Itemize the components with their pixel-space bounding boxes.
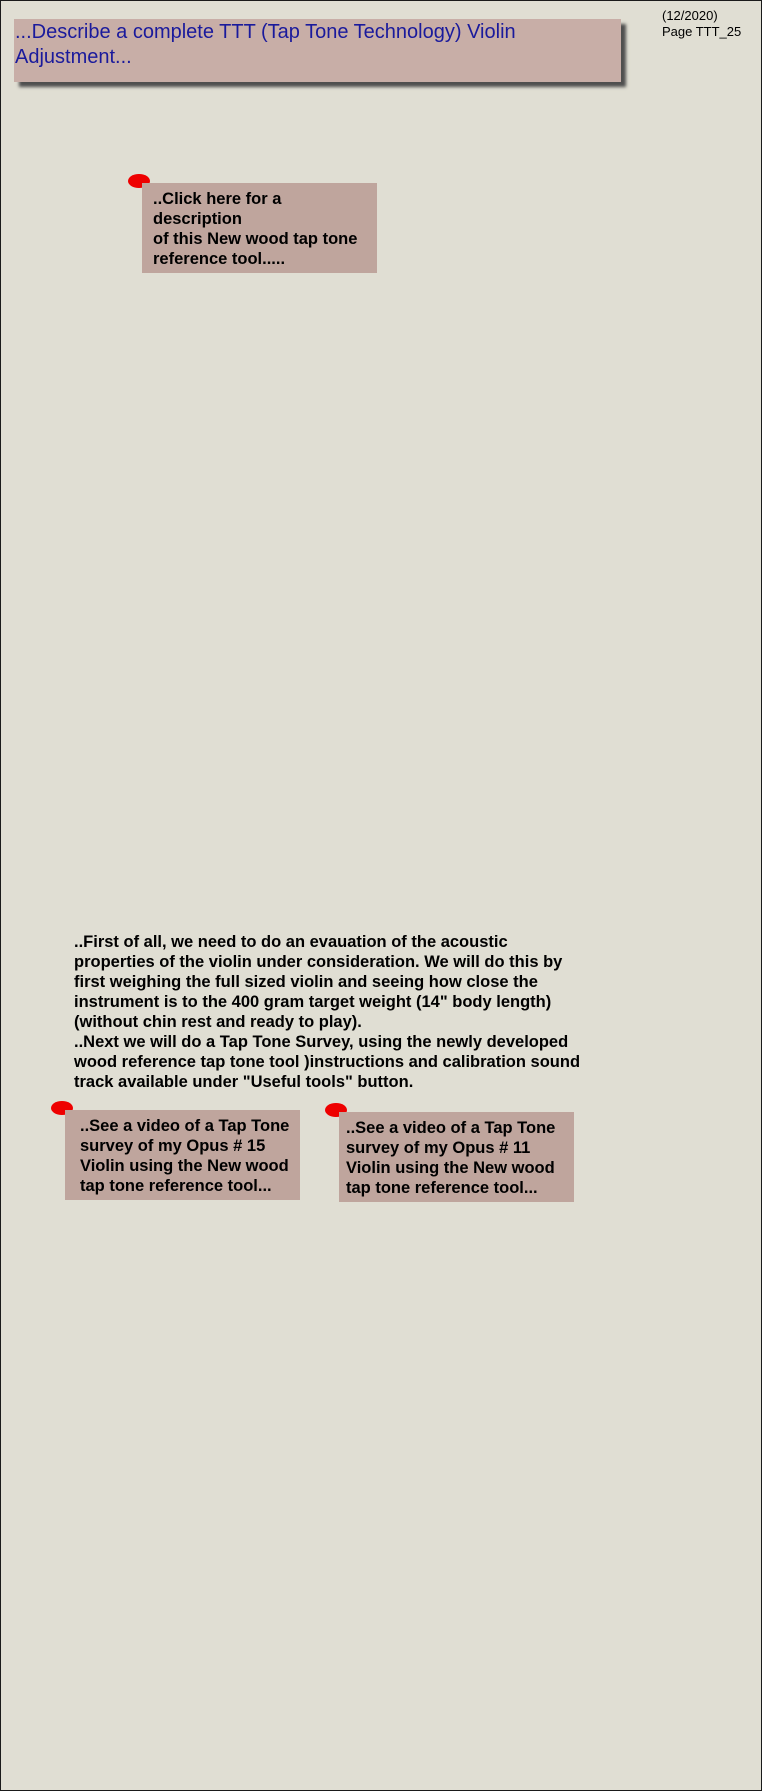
description-link-button[interactable] — [142, 183, 377, 273]
main-paragraph — [74, 932, 594, 1092]
main-paragraph-line: ..First of all, we need to do an evauation of the acoustic — [74, 933, 508, 951]
video-opus-11-line-3: Violin using the New wood — [346, 1159, 555, 1177]
page-meta — [662, 8, 741, 40]
video-opus-15-line-2: survey of my Opus # 15 — [80, 1137, 266, 1155]
page-number: Page TTT_25 — [662, 24, 742, 39]
main-paragraph-line: ..Next we will do a Tap Tone Survey, using the newly developed — [74, 1033, 569, 1051]
video-opus-15-link-button[interactable] — [65, 1110, 300, 1200]
main-paragraph-line: first weighing the full sized violin and seeing how close the — [74, 973, 538, 991]
description-link-line-1: ..Click here for a description — [153, 190, 282, 228]
main-paragraph-line: properties of the violin under consideration. We will do this by — [74, 953, 563, 971]
video-opus-15-line-4: tap tone reference tool... — [80, 1177, 272, 1195]
title-banner — [14, 19, 621, 82]
video-opus-11-line-1: ..See a video of a Tap Tone — [346, 1119, 556, 1137]
page-title-line-1: ...Describe a complete TTT (Tap Tone Technology) Violin — [15, 21, 516, 43]
video-opus-15-line-3: Violin using the New wood — [80, 1157, 289, 1175]
page-date: (12/2020) — [662, 8, 718, 23]
main-paragraph-line: instrument is to the 400 gram target weight (14" body length) — [74, 993, 552, 1011]
video-opus-11-line-4: tap tone reference tool... — [346, 1179, 538, 1197]
description-link-line-3: reference tool..... — [153, 250, 286, 268]
page-title — [15, 20, 615, 70]
video-opus-11-link-button[interactable] — [339, 1112, 574, 1202]
main-paragraph-line: track available under "Useful tools" button. — [74, 1073, 414, 1091]
video-opus-11-line-2: survey of my Opus # 11 — [346, 1139, 531, 1157]
main-paragraph-line: (without chin rest and ready to play). — [74, 1013, 362, 1031]
description-link-line-2: of this New wood tap tone — [153, 230, 358, 248]
main-paragraph-line: wood reference tap tone tool )instructions and calibration sound — [74, 1053, 581, 1071]
video-opus-15-line-1: ..See a video of a Tap Tone — [80, 1117, 290, 1135]
page-title-line-2: Adjustment... — [15, 46, 132, 68]
